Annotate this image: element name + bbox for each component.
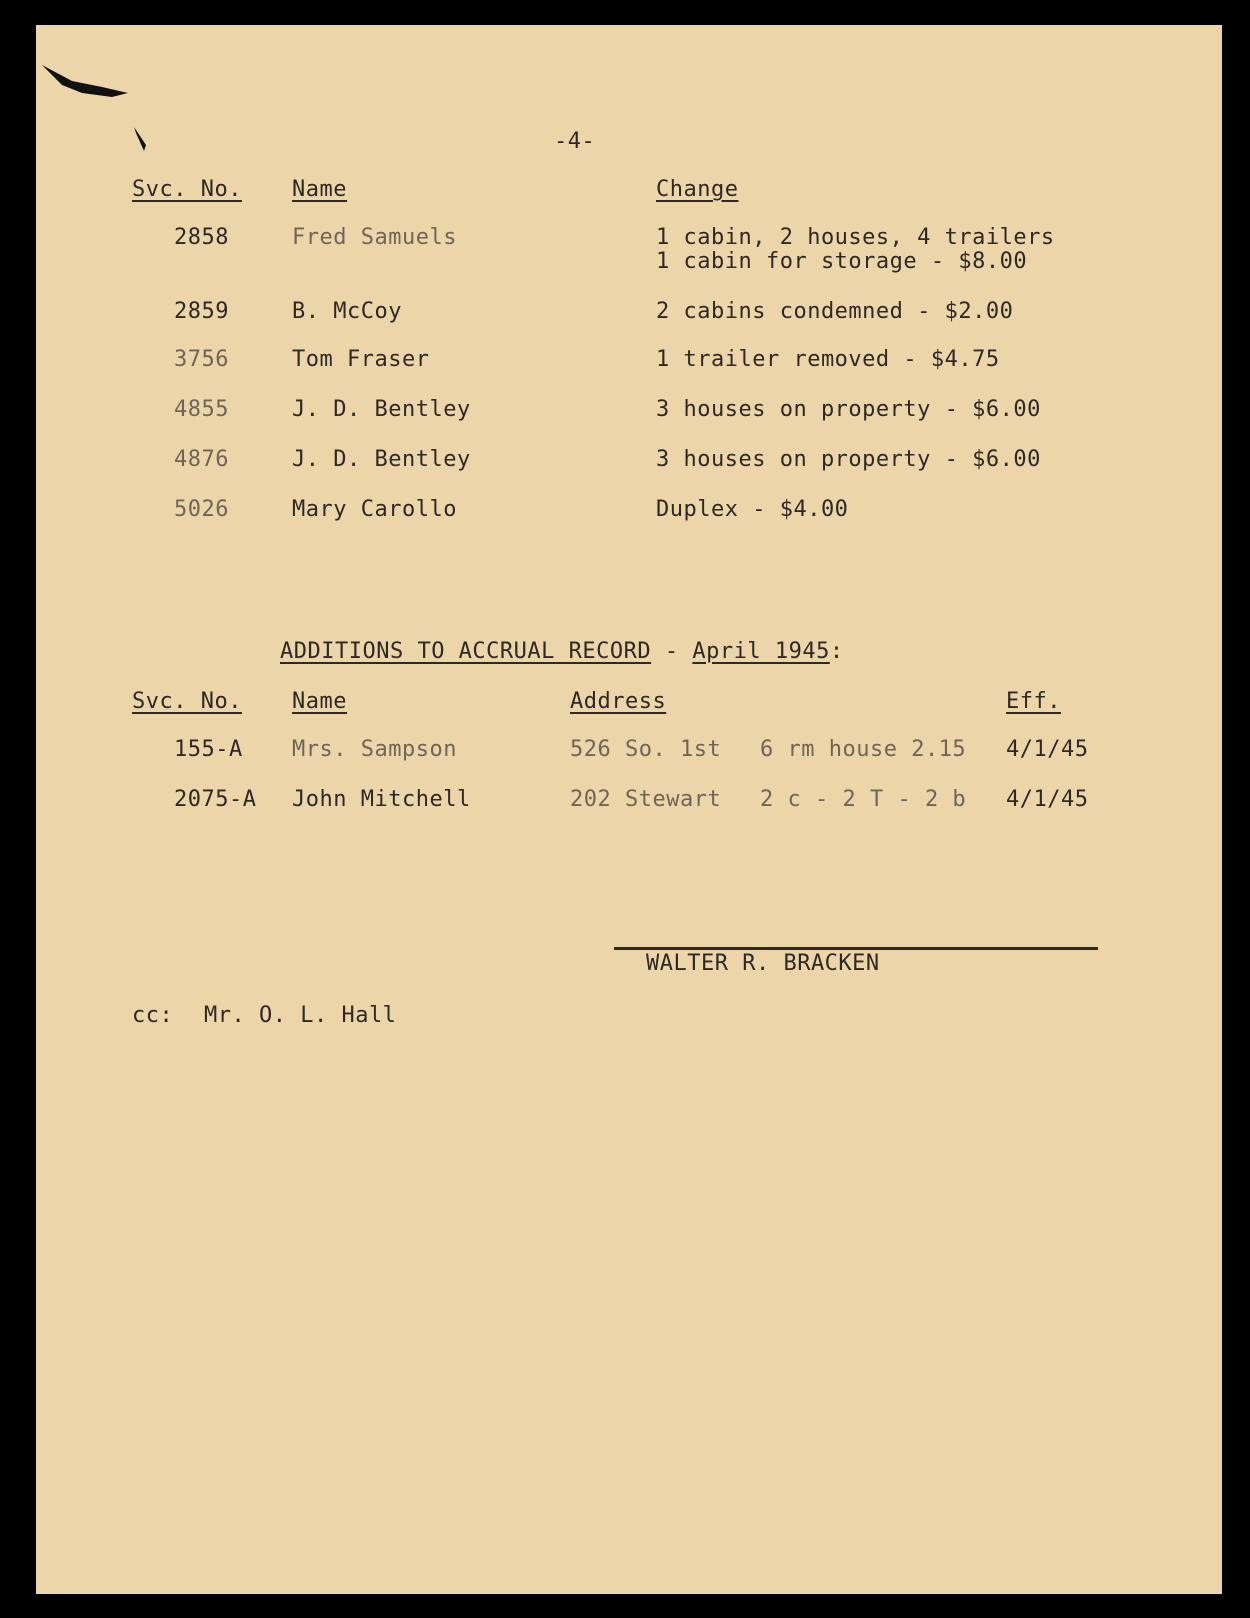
cc-label: cc: — [132, 1003, 174, 1028]
change-row-svc: 5026 — [174, 497, 229, 522]
addition-row-name: John Mitchell — [292, 787, 471, 812]
change-row-detail: 1 cabin, 2 houses, 4 trailers — [656, 225, 1055, 250]
addition-row-detail: 2 c - 2 T - 2 b — [760, 787, 967, 812]
change-row-svc: 2859 — [174, 299, 229, 324]
page-number: -4- — [554, 129, 596, 154]
additions-header-svc-no: Svc. No. — [132, 689, 242, 714]
torn-edge-mark — [42, 63, 132, 103]
addition-row-eff: 4/1/45 — [1006, 787, 1089, 812]
change-row-detail: 3 houses on property - $6.00 — [656, 397, 1041, 422]
change-row-svc: 4876 — [174, 447, 229, 472]
change-row-name: Tom Fraser — [292, 347, 430, 372]
addition-row-address: 202 Stewart — [570, 787, 722, 812]
change-row-detail: Duplex - $4.00 — [656, 497, 849, 522]
additions-title-period: April 1945 — [692, 639, 830, 664]
header-change: Change — [656, 177, 739, 202]
change-row-name: B. McCoy — [292, 299, 402, 324]
addition-row-eff: 4/1/45 — [1006, 737, 1089, 762]
additions-title-sep: - — [651, 639, 693, 664]
change-row-detail: 3 houses on property - $6.00 — [656, 447, 1041, 472]
change-row-name: Mary Carollo — [292, 497, 457, 522]
change-row-detail: 2 cabins condemned - $2.00 — [656, 299, 1014, 324]
document-page — [36, 25, 1222, 1594]
change-row-detail: 1 trailer removed - $4.75 — [656, 347, 1000, 372]
addition-row-svc: 155-A — [174, 737, 243, 762]
signature-name: WALTER R. BRACKEN — [646, 951, 880, 976]
additions-header-name: Name — [292, 689, 347, 714]
change-row-svc: 4855 — [174, 397, 229, 422]
cc-recipient: Mr. O. L. Hall — [204, 1003, 397, 1028]
additions-header-eff: Eff. — [1006, 689, 1061, 714]
change-row-name: J. D. Bentley — [292, 397, 471, 422]
addition-row-address: 526 So. 1st — [570, 737, 722, 762]
additions-title — [280, 639, 844, 664]
header-name: Name — [292, 177, 347, 202]
change-row-svc: 3756 — [174, 347, 229, 372]
addition-row-name: Mrs. Sampson — [292, 737, 457, 762]
change-row-name: Fred Samuels — [292, 225, 457, 250]
header-svc-no: Svc. No. — [132, 177, 242, 202]
change-row-name: J. D. Bentley — [292, 447, 471, 472]
additions-title-main: ADDITIONS TO ACCRUAL RECORD — [280, 639, 652, 664]
change-row-detail: 1 cabin for storage - $8.00 — [656, 249, 1028, 274]
addition-row-svc: 2075-A — [174, 787, 257, 812]
ink-mark — [132, 125, 152, 153]
signature-line — [614, 947, 1098, 950]
addition-row-detail: 6 rm house 2.15 — [760, 737, 967, 762]
additions-title-colon: : — [829, 639, 844, 664]
change-row-svc: 2858 — [174, 225, 229, 250]
additions-header-address: Address — [570, 689, 667, 714]
